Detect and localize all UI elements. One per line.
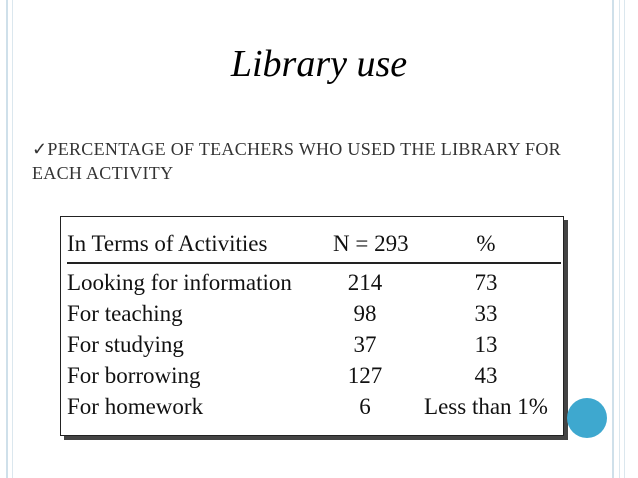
bullet-text: PERCENTAGE OF TEACHERS WHO USED THE LIBRARY FOR EACH ACTIVITY — [32, 139, 561, 183]
activity-cell: For homework — [67, 394, 204, 419]
table-row — [67, 267, 559, 298]
table-row — [67, 329, 559, 360]
count-cell: 214 — [347, 270, 383, 295]
table-row — [67, 391, 559, 422]
activity-cell: For borrowing — [67, 363, 201, 388]
data-table — [60, 216, 564, 436]
header-activities: In Terms of Activities — [67, 231, 268, 256]
table-row — [67, 360, 559, 391]
bullet-point — [32, 137, 572, 185]
count-cell: 6 — [359, 394, 371, 419]
percent-cell: Less than 1% — [424, 394, 548, 419]
count-cell: 98 — [353, 301, 377, 326]
header-divider — [67, 262, 561, 264]
accent-circle — [567, 398, 607, 438]
checkmark-icon: ✓ — [32, 139, 48, 159]
activity-cell: For teaching — [67, 301, 183, 326]
percent-cell: 33 — [474, 301, 498, 326]
count-cell: 37 — [353, 332, 377, 357]
header-percent: % — [476, 231, 496, 256]
table-header-row — [67, 227, 559, 261]
percent-cell: 13 — [474, 332, 498, 357]
header-count: N = 293 — [333, 231, 409, 256]
table-row — [67, 298, 559, 329]
count-cell: 127 — [347, 363, 383, 388]
slide-title: Library use — [230, 43, 408, 85]
activity-cell: For studying — [67, 332, 184, 357]
percent-cell: 43 — [474, 363, 498, 388]
percent-cell: 73 — [474, 270, 498, 295]
activity-cell: Looking for information — [67, 270, 292, 295]
